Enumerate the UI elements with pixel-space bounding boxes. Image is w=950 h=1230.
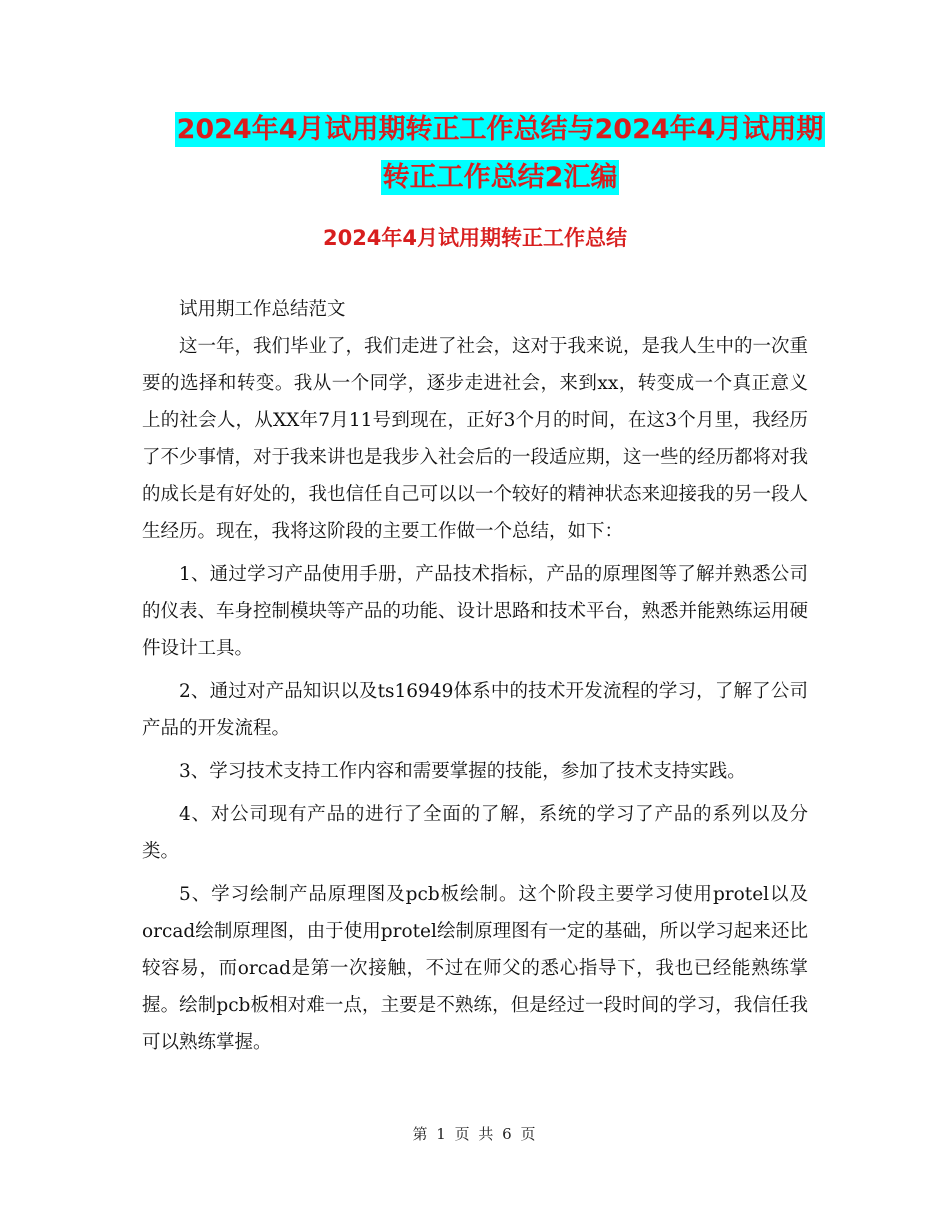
paragraph: 2、通过对产品知识以及ts16949体系中的技术开发流程的学习，了解了公司产品的开发流程。 <box>142 681 808 739</box>
title-line-1: 2024年4月试用期转正工作总结与2024年4月试用期 <box>176 114 824 145</box>
section-title: 2024年4月试用期转正工作总结 <box>322 226 628 250</box>
paragraph: 5、学习绘制产品原理图及pcb板绘制。这个阶段主要学习使用protel以及orcad绘制原理图，由于使用protel绘制原理图有一定的基础，所以学习起来还比较容易，而orcad是第一次接触，不过在师父的悉心指导下，我也已经能熟练掌握。绘制pcb板相对难一点，主要是不熟练，但是经过一段时间的学习，我信任我可以熟练掌握。 <box>142 884 808 1053</box>
document-title <box>140 106 860 202</box>
body-text <box>142 291 808 1061</box>
paragraph: 1、通过学习产品使用手册，产品技术指标，产品的原理图等了解并熟悉公司的仪表、车身控制模块等产品的功能、设计思路和技术平台，熟悉并能熟练运用硬件设计工具。 <box>142 564 809 659</box>
paragraph: 3、学习技术支持工作内容和需要掌握的技能，参加了技术支持实践。 <box>179 761 746 782</box>
paragraph: 4、对公司现有产品的进行了全面的了解，系统的学习了产品的系列以及分类。 <box>142 804 808 862</box>
page-footer <box>0 1123 950 1144</box>
title-line-2: 转正工作总结2汇编 <box>382 162 618 193</box>
page-number: 第 1 页 共 6 页 <box>412 1125 538 1143</box>
paragraph: 这一年，我们毕业了，我们走进了社会，这对于我来说，是我人生中的一次重要的选择和转变。我从一个同学，逐步走进社会，来到xx，转变成一个真正意义上的社会人，从XX年7月11号到现在，正好3个月的时间，在这3个月里，我经历了不少事情，对于我来讲也是我步入社会后的一段适应期，这一些的经历都将对我的成长是有好处的，我也信任自己可以以一个较好的精神状态来迎接我的另一段人生经历。现在，我将这阶段的主要工作做一个总结，如下： <box>142 336 809 542</box>
paragraph: 试用期工作总结范文 <box>179 299 346 320</box>
